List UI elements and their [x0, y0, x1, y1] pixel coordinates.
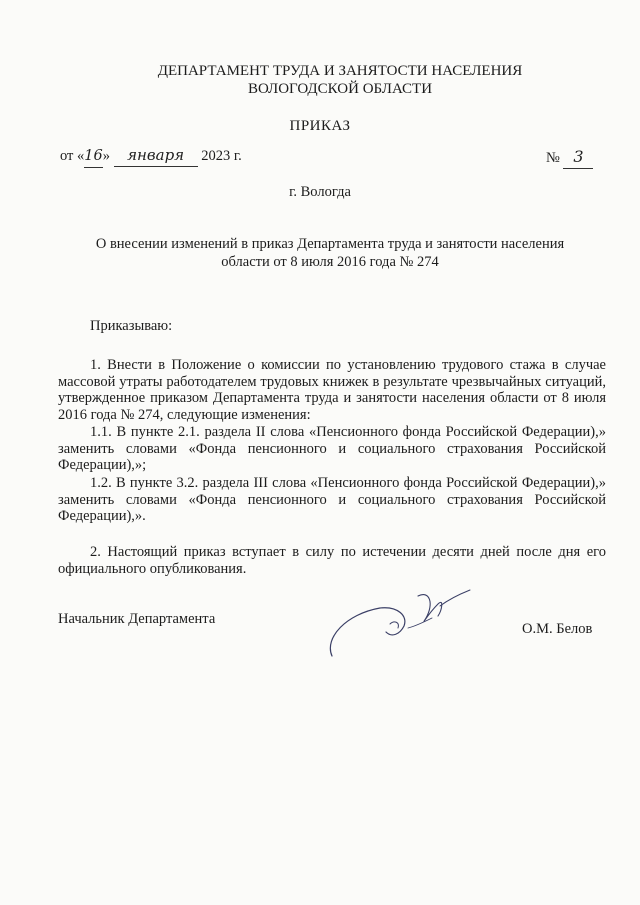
- org-header-line1: ДЕПАРТАМЕНТ ТРУДА И ЗАНЯТОСТИ НАСЕЛЕНИЯ: [157, 63, 523, 79]
- number-label: №: [546, 150, 560, 166]
- city: г. Вологда: [289, 184, 351, 200]
- date-prefix: от «: [60, 148, 85, 164]
- subject-line1: О внесении изменений в приказ Департамента труда и занятости населения: [95, 236, 565, 252]
- signer-name: О.М. Белов: [522, 621, 593, 637]
- order-number: [546, 146, 593, 169]
- subject-line2: области от 8 июля 2016 года № 274: [221, 254, 439, 270]
- item-2: 2. Настоящий приказ вступает в силу по истечении десяти дней после дня его официального опубликования.: [58, 544, 606, 577]
- org-header-line2: ВОЛОГОДСКОЙ ОБЛАСТИ: [247, 81, 433, 97]
- item-1: 1. Внести в Положение о комиссии по установлению трудового стажа в случае массовой утраты работодателем трудовых книжек в результате чрезвычайных ситуаций, утвержденное приказом Департамента труда и занятости населения области от 8 июля 2016 года № 274, следующие изменения:: [58, 357, 606, 423]
- signer-position: Начальник Департамента: [58, 611, 216, 627]
- handwritten-signature: [320, 586, 480, 671]
- date-year: 2023 г.: [201, 148, 242, 164]
- date-month: января: [114, 144, 198, 167]
- item-1-2: 1.2. В пункте 3.2. раздела III слова «Пенсионного фонда Российской Федерации),» заменить словами «Фонда пенсионного и социального страхования Российской Федерации),».: [58, 475, 606, 524]
- doc-type: ПРИКАЗ: [289, 118, 351, 134]
- item-1-1: 1.1. В пункте 2.1. раздела II слова «Пенсионного фонда Российской Федерации),» заменить словами «Фонда пенсионного и социального страхования Российской Федерации),»;: [58, 424, 606, 473]
- number-value: 3: [563, 146, 593, 169]
- order-word: Приказываю:: [90, 318, 173, 334]
- date-close-quote: »: [102, 148, 110, 164]
- org-header: [60, 62, 620, 98]
- date-day: 16: [84, 145, 102, 168]
- subject: [40, 235, 620, 271]
- date-line: [60, 144, 242, 168]
